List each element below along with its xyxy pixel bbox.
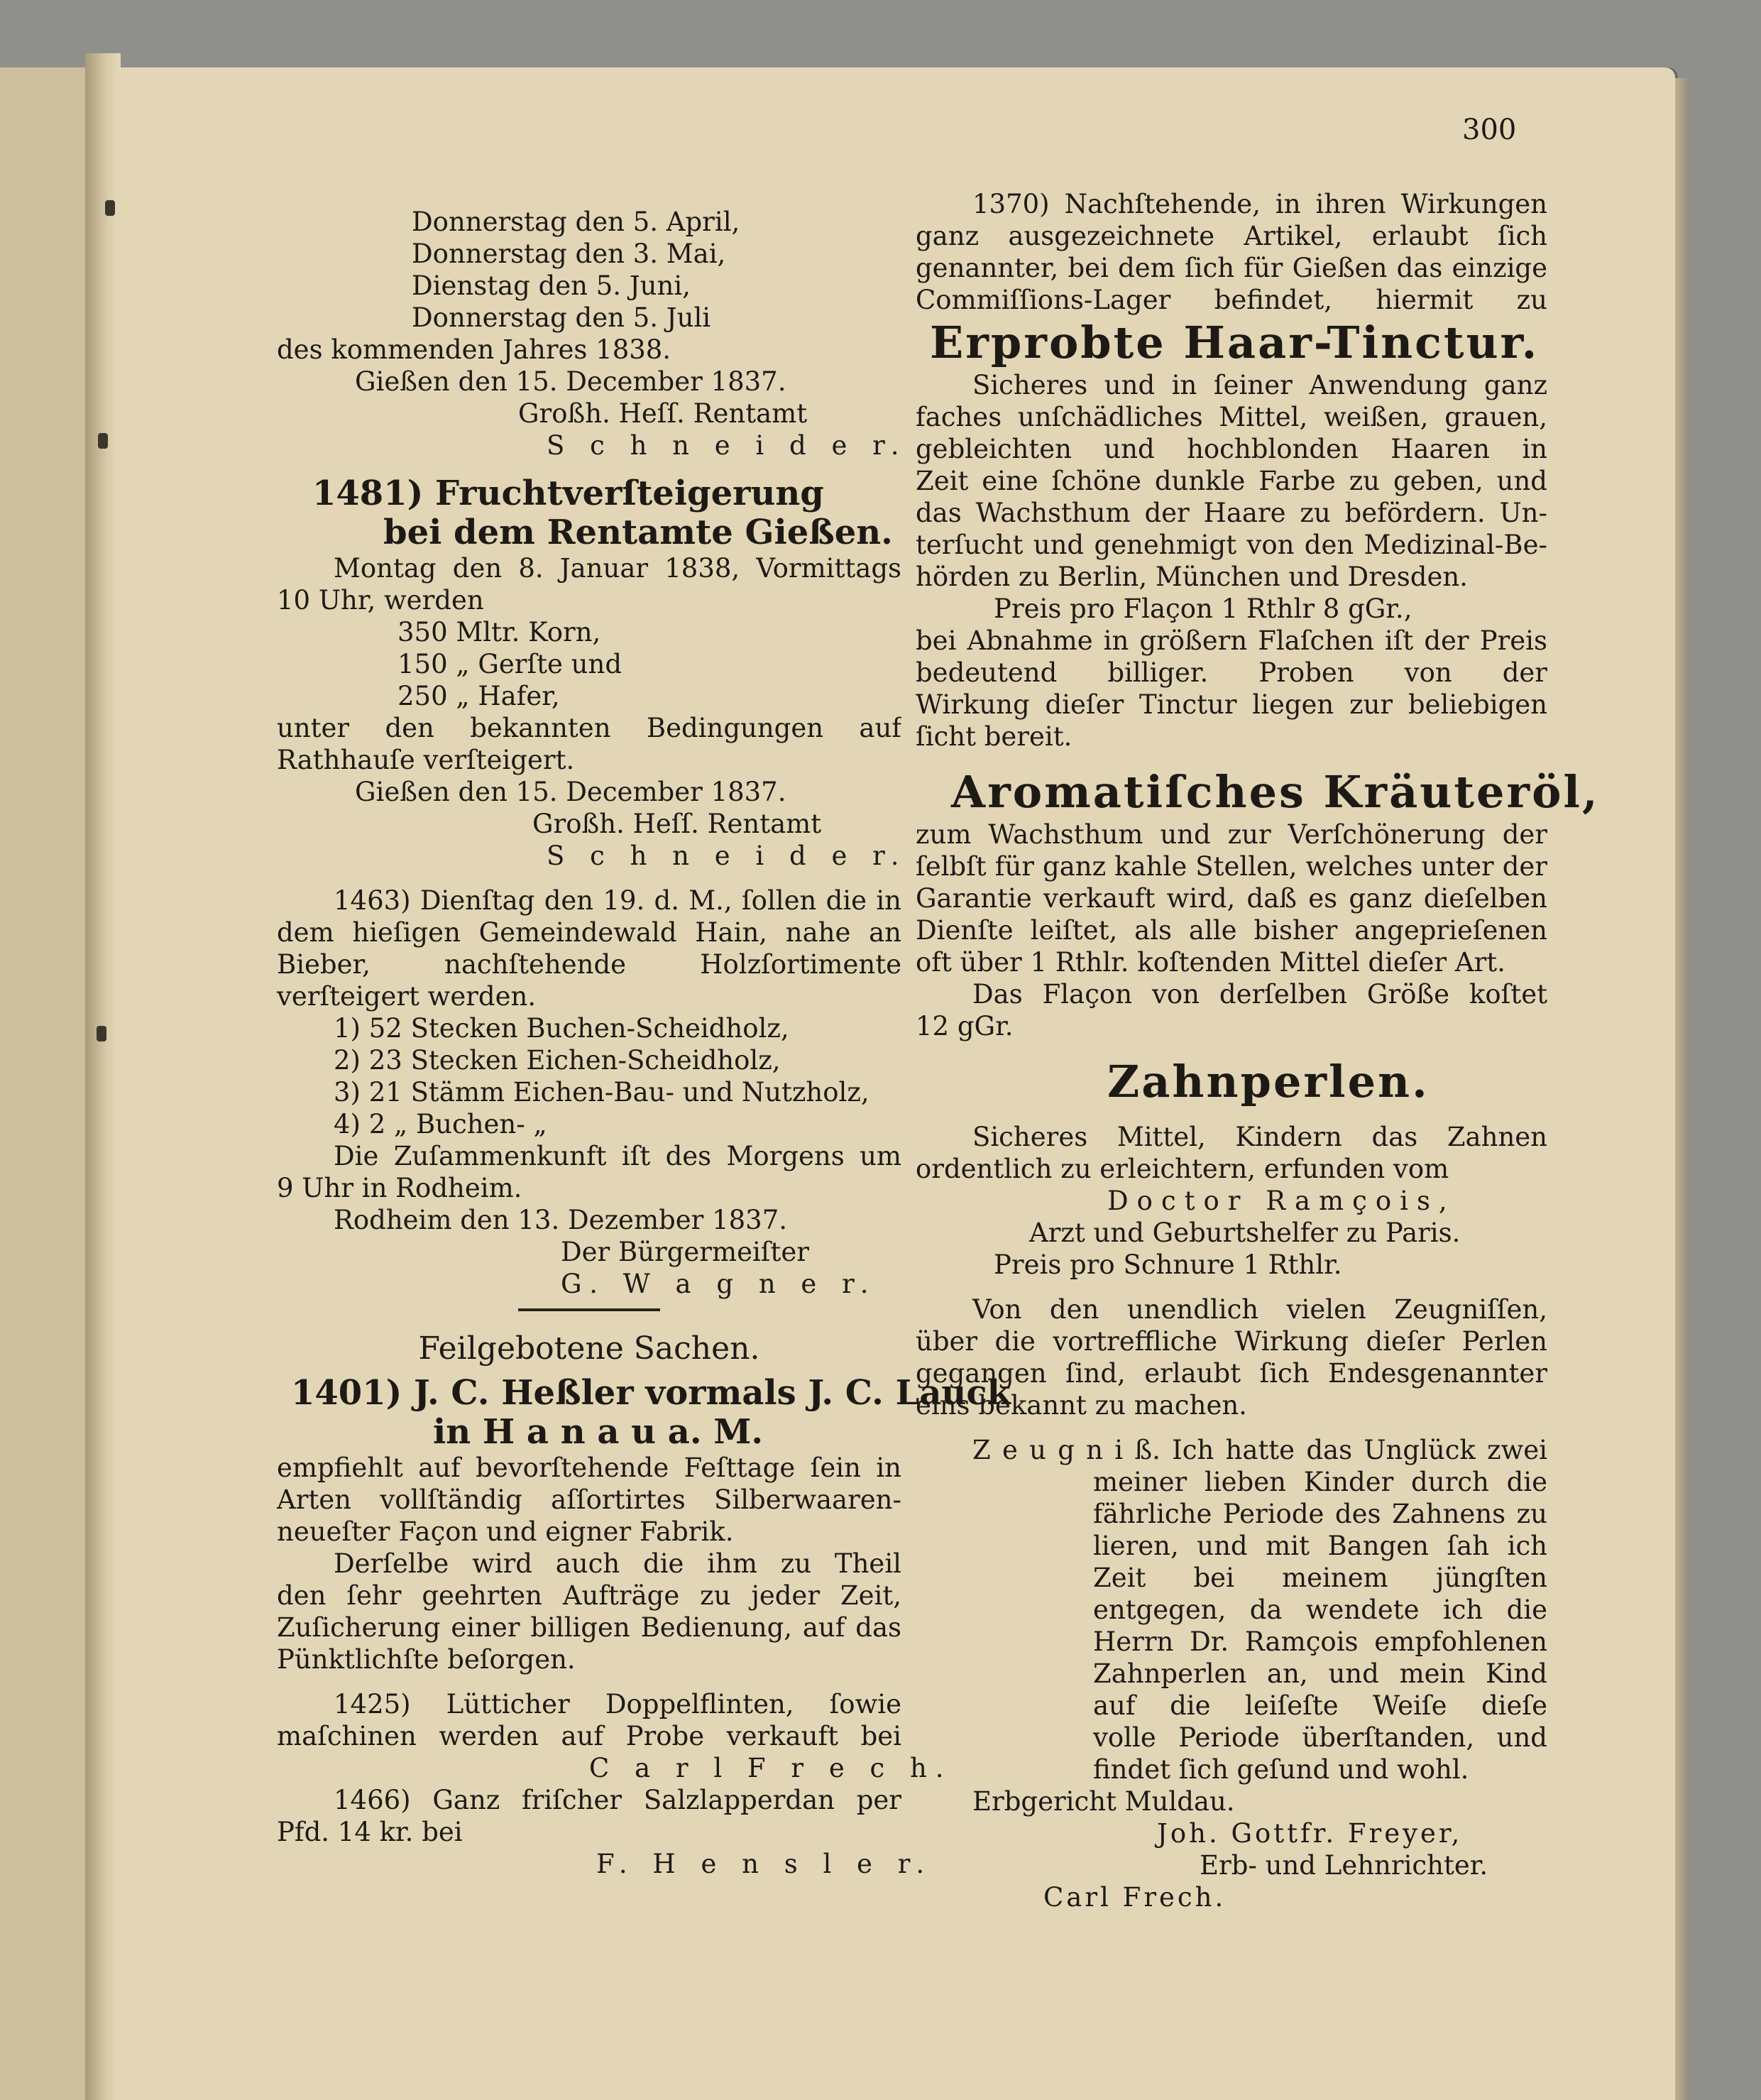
separator-rule — [518, 1308, 660, 1311]
text-line: 2) 23 Stecken Eichen-Scheidholz, — [334, 1045, 781, 1076]
price-line: Preis pro Flaçon 1 Rthlr 8 gGr., — [994, 594, 1412, 624]
text-line: Von den unendlich vielen Zeugniſſen, — [972, 1294, 1547, 1325]
text-line: verſteigert werden. — [277, 981, 537, 1012]
text-line: ordentlich zu erleichtern, erfunden vom — [916, 1154, 1449, 1184]
text-line: Donnerstag den 5. Juli — [412, 302, 711, 333]
text-line: hörden zu Berlin, München und Dresden. — [916, 562, 1468, 592]
right-column — [916, 188, 1600, 1913]
signature: F. H e n s l e r. — [596, 1849, 933, 1879]
text-line: Die Zuſammenkunft iſt des Morgens um — [334, 1141, 901, 1171]
text-line: Zeit eine ſchöne dunkle Farbe zu geben, und — [916, 466, 1547, 496]
text-line: Erb- und Lehnrichter. — [1200, 1850, 1488, 1881]
text-line: gebleichten und hochblonden Haaren in — [916, 434, 1547, 464]
signature: G. W a g n e r. — [561, 1269, 877, 1299]
text-line: das Wachsthum der Haare zu befördern. Un- — [916, 498, 1547, 528]
notice-dates — [277, 206, 908, 461]
text-line: neueſter Façon und eigner Fabrik. — [277, 1516, 734, 1547]
text-line: 1425) Lütticher Doppelflinten, ſowie — [334, 1689, 901, 1719]
text-line: Zuſicherung einer billigen Bedienung, auf das — [277, 1612, 901, 1643]
text-line: 1463) Dienſtag den 19. d. M., ſollen die in — [334, 885, 901, 916]
signature: C a r l F r e c h. — [589, 1753, 953, 1783]
testimonial-signature — [916, 1785, 1547, 1913]
text-line: eins bekannt zu machen. — [916, 1390, 1247, 1421]
notice-1425 — [277, 1688, 953, 1784]
text-line: Rathhauſe verſteigert. — [277, 745, 575, 775]
text-line: Donnerstag den 3. Mai, — [412, 239, 726, 269]
text-line: ſicht bereit. — [916, 721, 1072, 752]
text-line: Der Bürgermeiſter — [561, 1237, 809, 1267]
text-line: Das Flaçon von derſelben Größe koſtet — [972, 979, 1547, 1010]
text-line: Großh. Heſſ. Rentamt — [518, 398, 808, 429]
text-line: Pfd. 14 kr. bei — [277, 1817, 463, 1847]
text-line: Herrn Dr. Ramçois empfohlenen — [1093, 1626, 1547, 1657]
notice-subtitle: bei dem Rentamte Gießen. — [383, 513, 893, 552]
signature: Carl Frech. — [1043, 1882, 1227, 1913]
text-line: Zahnperlen an, und mein Kind — [1093, 1658, 1547, 1689]
binding-hole — [98, 433, 108, 449]
text-line: Gießen den 15. December 1837. — [355, 777, 786, 807]
text-line: Doctor Ramçois, — [1107, 1186, 1456, 1216]
text-line: Arzt und Geburtshelfer zu Paris. — [1029, 1218, 1461, 1248]
oel-text — [916, 819, 1547, 1042]
text-line: fährliche Periode des Zahnens zu — [1093, 1499, 1547, 1529]
product-heading-oel: Aromatiſches Kräuteröl, — [951, 766, 1600, 818]
text-line: 3) 21 Stämm Eichen-Bau- und Nutzholz, — [334, 1077, 869, 1108]
signature: Joh. Gottfr. Freyer, — [1157, 1818, 1463, 1849]
text-line: des kommenden Jahres 1838. — [277, 334, 671, 365]
tinctur-text — [916, 369, 1547, 753]
text-line: genannter, bei dem ſich für Gießen das einzige — [916, 253, 1547, 283]
section-title: Feilgebotene Sachen. — [418, 1330, 760, 1367]
text-line: Erbgericht Muldau. — [972, 1786, 1235, 1817]
notice-title: 1401) J. C. Heßler vormals J. C. Lauck — [291, 1373, 1011, 1413]
text-line: meiner lieben Kinder durch die — [1093, 1467, 1547, 1497]
text-line: 1) 52 Stecken Buchen-Scheidholz, — [334, 1013, 789, 1044]
signature: S c h n e i d e r. — [547, 430, 908, 461]
text-line: bei Abnahme in größern Flaſchen iſt der Preis — [916, 625, 1547, 656]
notice-1370-intro — [916, 188, 1547, 316]
text-line: entgegen, da wendete ich die — [1093, 1595, 1547, 1625]
text-line: 250 „ Hafer, — [397, 681, 560, 711]
signature: S c h n e i d e r. — [547, 841, 908, 871]
perlen-text — [916, 1121, 1547, 1281]
text-line: volle Periode überſtanden, und — [1093, 1722, 1547, 1753]
page-number: 300 — [1462, 114, 1517, 146]
text-line: 4) 2 „ Buchen- „ — [334, 1109, 547, 1139]
text-line: terſucht und genehmigt von den Medizinal-Be- — [916, 530, 1547, 560]
text-line: Rodheim den 13. Dezember 1837. — [334, 1205, 787, 1235]
text-line: 1370) Nachſtehende, in ihren Wirkungen — [972, 189, 1547, 219]
text-line: 10 Uhr, werden — [277, 585, 484, 616]
text-line: Commiſſions-Lager befindet, hiermit zu — [916, 285, 1547, 315]
text-line: Arten vollſtändig aſſortirtes Silberwaaren- — [277, 1484, 901, 1515]
text-line: Garantie verkauft wird, daß es ganz dieſelben — [916, 883, 1547, 914]
product-heading-tinctur: Erprobte Haar-Tinctur. — [930, 317, 1540, 368]
text-line: Derſelbe wird auch die ihm zu Theil — [334, 1548, 901, 1579]
text-line: auf die leiſeſte Weiſe dieſe — [1093, 1690, 1547, 1721]
product-heading-perlen: Zahnperlen. — [1107, 1056, 1430, 1108]
text-line: 350 Mltr. Korn, — [397, 617, 601, 647]
text-line: Wirkung dieſer Tinctur liegen zur beliebigen — [916, 689, 1547, 720]
text-line: Montag den 8. Januar 1838, Vormittags — [334, 553, 901, 584]
text-line: maſchinen werden auf Probe verkauft bei — [277, 1721, 901, 1751]
notice-1463 — [277, 885, 901, 1300]
text-line: über die vortreffliche Wirkung dieſer Perlen — [916, 1326, 1547, 1357]
price-line: 12 gGr. — [916, 1011, 1014, 1041]
text-line: unter den bekannten Bedingungen auf — [277, 713, 901, 743]
text-line: Pünktlichſte beſorgen. — [277, 1644, 576, 1675]
text-line: Großh. Heſſ. Rentamt — [532, 809, 822, 839]
binding-hole — [97, 1026, 106, 1041]
notice-1481 — [277, 474, 908, 872]
text-line: oft über 1 Rthlr. koſtenden Mittel dieſer Art. — [916, 947, 1505, 978]
text-line: Sicheres und in ſeiner Anwendung ganz — [972, 370, 1547, 400]
text-line: Gießen den 15. December 1837. — [355, 366, 786, 397]
text-line: ganz ausgezeichnete Artikel, erlaubt ſich — [916, 221, 1547, 251]
previous-page-edge — [0, 67, 87, 2100]
text-line: bedeutend billiger. Proben von der — [916, 657, 1547, 688]
text-line: dem hieſigen Gemeindewald Hain, nahe an — [277, 917, 901, 948]
text-line: ſelbſt für ganz kahle Stellen, welches unter der — [916, 851, 1547, 882]
text-line: Dienstag den 5. Juni, — [412, 270, 691, 301]
text-line: Sicheres Mittel, Kindern das Zahnen — [972, 1122, 1547, 1152]
notice-1466 — [277, 1784, 933, 1880]
text-line: 9 Uhr in Rodheim. — [277, 1173, 522, 1203]
text-line: findet ſich geſund und wohl. — [1093, 1754, 1469, 1785]
text-line: 150 „ Gerſte und — [397, 649, 622, 679]
text-line: Dienſte leiſtet, als alle bisher angeprieſenen — [916, 915, 1547, 946]
text-line: empfiehlt auf bevorſtehende Feſttage ſein in — [277, 1453, 901, 1483]
price-line: Preis pro Schnure 1 Rthlr. — [994, 1249, 1342, 1280]
text-line: 1466) Ganz friſcher Salzlapperdan per — [334, 1785, 901, 1815]
testimonial — [916, 1434, 1547, 1785]
page-edge — [1675, 78, 1691, 2100]
text-line: faches unſchädliches Mittel, weißen, grauen, — [916, 402, 1547, 432]
text-line: den ſehr geehrten Aufträge zu jeder Zeit, — [277, 1580, 901, 1611]
text-line: zum Wachsthum und zur Verſchönerung der — [916, 819, 1547, 850]
notice-title: 1481) Fruchtverſteigerung — [312, 474, 824, 513]
text-line: gegangen ſind, erlaubt ſich Endesgenannter — [916, 1358, 1547, 1389]
zeugnisse-intro — [916, 1294, 1547, 1421]
binding-hole — [105, 200, 115, 216]
text-line: lieren, und mit Bangen ſah ich — [1093, 1531, 1547, 1561]
text-line: Bieber, nachſtehende Holzſortimente — [277, 949, 901, 980]
text-line: Zeit bei meinem jüngſten — [1093, 1563, 1547, 1593]
notice-subtitle: in H a n a u a. M. — [433, 1412, 764, 1452]
notice-1401 — [277, 1373, 1011, 1675]
text-line: Donnerstag den 5. April, — [412, 207, 740, 237]
text-line: Z e u g n i ß. Ich hatte das Unglück zwei — [972, 1435, 1547, 1465]
